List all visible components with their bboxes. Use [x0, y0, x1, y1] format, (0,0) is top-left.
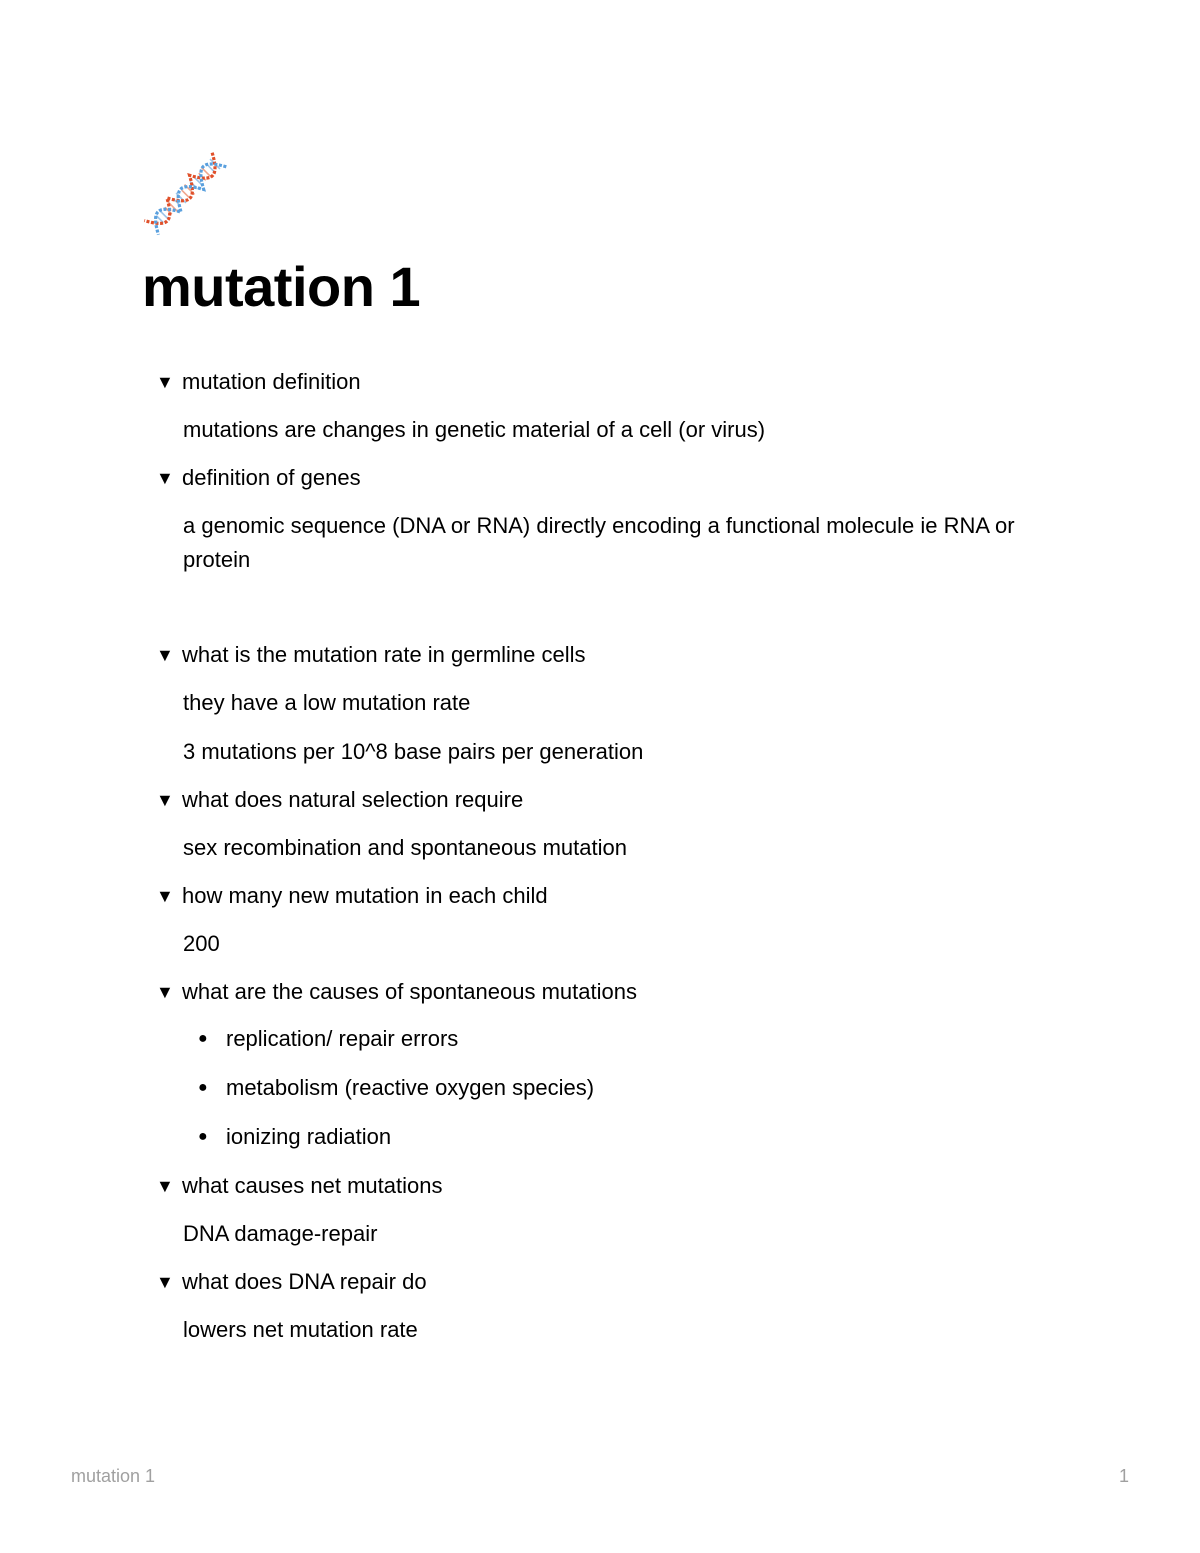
- toggle-body: [156, 1217, 1056, 1251]
- triangle-down-icon[interactable]: ▼: [156, 790, 174, 810]
- toggle-text: 200: [183, 931, 220, 956]
- list-item-text: ionizing radiation: [226, 1124, 392, 1149]
- toggle-header[interactable]: [156, 784, 1056, 816]
- list-item: [183, 1023, 1056, 1055]
- toggle-text: they have a low mutation rate: [183, 690, 471, 715]
- list-item-text: metabolism (reactive oxygen species): [226, 1075, 595, 1100]
- triangle-down-icon[interactable]: ▼: [156, 886, 174, 906]
- triangle-down-icon[interactable]: ▼: [156, 645, 174, 665]
- toggle-header[interactable]: [156, 976, 1056, 1008]
- toggle-header[interactable]: [156, 880, 1056, 912]
- triangle-down-icon[interactable]: ▼: [156, 468, 174, 488]
- bullet-list: [183, 1023, 1056, 1153]
- empty-block: [156, 592, 1056, 639]
- toggle-heading: how many new mutation in each child: [182, 883, 548, 908]
- toggle-text: a genomic sequence (DNA or RNA) directly encoding a functional molecule ie RNA or protein: [183, 513, 1015, 572]
- toggle-text: lowers net mutation rate: [183, 1317, 418, 1342]
- toggle-heading: what is the mutation rate in germline cells: [182, 642, 586, 667]
- page-title: mutation 1: [142, 255, 421, 318]
- toggle-body: [156, 413, 1056, 447]
- toggle-header[interactable]: [156, 366, 1056, 398]
- toggle-heading: what causes net mutations: [182, 1173, 443, 1198]
- toggle-text: sex recombination and spontaneous mutation: [183, 835, 627, 860]
- toggle-block: [156, 976, 1056, 1153]
- toggle-text: 3 mutations per 10^8 base pairs per generation: [183, 739, 644, 764]
- toggle-body: [156, 1313, 1056, 1347]
- bullet-icon: ●: [198, 1128, 208, 1145]
- toggle-header[interactable]: [156, 462, 1056, 494]
- toggle-block: [156, 1266, 1056, 1347]
- list-item-text: replication/ repair errors: [226, 1026, 459, 1051]
- triangle-down-icon[interactable]: ▼: [156, 982, 174, 1002]
- list-item: [183, 1121, 1056, 1153]
- toggle-block: [156, 880, 1056, 961]
- toggle-heading: mutation definition: [182, 369, 361, 394]
- triangle-down-icon[interactable]: ▼: [156, 1272, 174, 1292]
- toggle-text: mutations are changes in genetic material of a cell (or virus): [183, 417, 766, 442]
- toggle-header[interactable]: [156, 1266, 1056, 1298]
- triangle-down-icon[interactable]: ▼: [156, 1176, 174, 1196]
- toggle-heading: what does natural selection require: [182, 787, 524, 812]
- toggle-block: [156, 366, 1056, 447]
- toggle-body: [156, 686, 1056, 769]
- toggle-header[interactable]: [156, 1170, 1056, 1202]
- toggle-text: DNA damage-repair: [183, 1221, 378, 1246]
- list-item: [183, 1072, 1056, 1104]
- toggle-header[interactable]: [156, 639, 1056, 671]
- toggle-block: [156, 784, 1056, 865]
- toggle-body: [156, 1023, 1056, 1153]
- toggle-body: [156, 831, 1056, 865]
- toggle-body: [156, 509, 1056, 577]
- toggle-block: [156, 462, 1056, 577]
- toggle-heading: what are the causes of spontaneous mutations: [182, 979, 637, 1004]
- bullet-icon: ●: [198, 1030, 208, 1047]
- bullet-icon: ●: [198, 1079, 208, 1096]
- dna-icon: [143, 150, 229, 236]
- toggle-list: [156, 366, 1056, 1362]
- toggle-heading: what does DNA repair do: [182, 1269, 427, 1294]
- toggle-heading: definition of genes: [182, 465, 361, 490]
- footer-doc-name: mutation 1: [71, 1466, 156, 1486]
- toggle-block: [156, 1170, 1056, 1251]
- triangle-down-icon[interactable]: ▼: [156, 372, 174, 392]
- toggle-block: [156, 639, 1056, 769]
- toggle-body: [156, 927, 1056, 961]
- footer-page-number: 1: [1118, 1466, 1129, 1486]
